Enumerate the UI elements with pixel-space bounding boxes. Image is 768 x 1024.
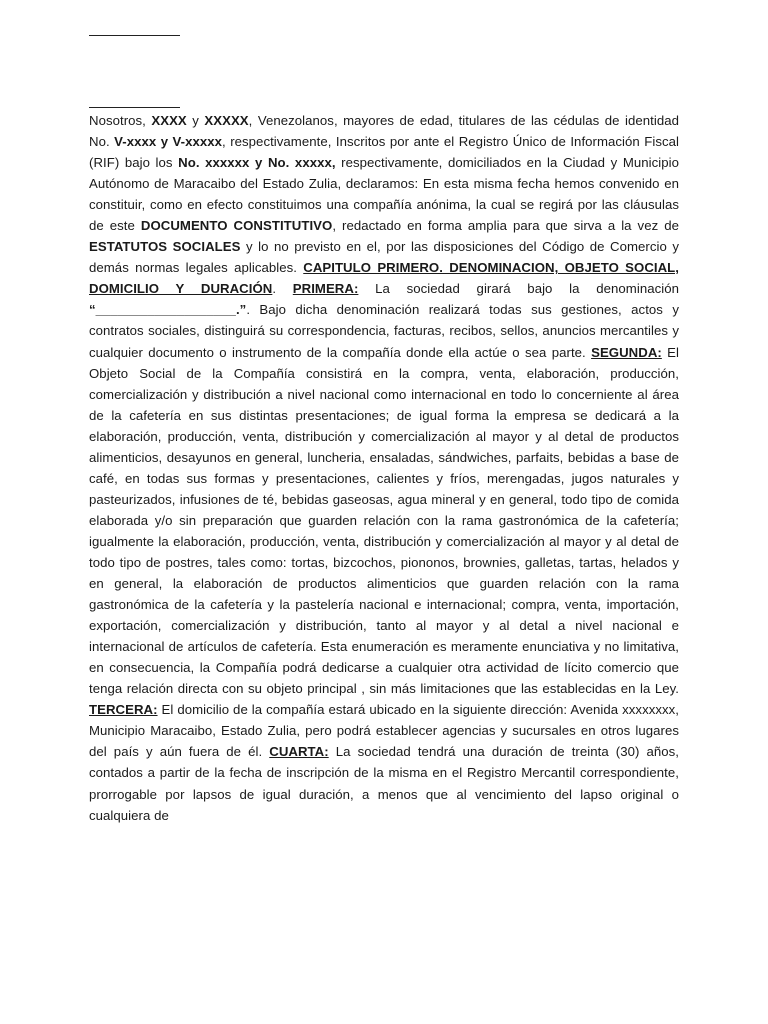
text-segment: El Objeto Social de la Compañía consistirá en la compra, venta, elaboración, producción, comercialización y distribución a nivel nacional como internacional en todo lo concerniente al área de la cafetería en sus distintas presentaciones; de igual forma la empresa se dedicará a la elaboración, producción, venta, distribución y comercialización al mayor y al detal de productos alimenticios, desayunos en general, luncheria, ensaladas, sándwiches, parfaits, bebidas a base de café, en todas sus formas y presentaciones, calientes y fríos, merengadas, jugos naturales y pasteurizados, infusiones de té, bebidas gaseosas, agua mineral y en general, todo tipo de comida elaborada y/o sin preparación que guarden relación con la rama gastronómica de la cafetería; igualmente la elaboración, producción, venta, distribución y comercialización al mayor y al detal de todo tipo de postres, tales como: tortas, bizcochos, piononos, brownies, galletas, tartas, helados y en general, la elaboración de productos alimenticios que guarden relación con la rama gastronómica de la cafetería y la pastelería nacional e internacional; compra, venta, importación, exportación, comercialización y distribución, tanto al mayor y al detal a nivel nacional e internacional de artículos de cafetería. Esta enumeración es meramente enunciativa y no limitativa, en consecuencia, la Compañía podrá dedicarse a cualquier otra actividad de lícito comercio que tenga relación directa con su objeto principal , sin más limitaciones que las establecidas en la Ley. xyxy=(89,344,679,697)
text-segment: SEGUNDA: xyxy=(591,344,662,360)
text-segment: ESTATUTOS SOCIALES xyxy=(89,239,241,255)
text-segment: y lo no previsto en el, por las disposiciones del Código de Comercio y demás normas legales aplicables. xyxy=(89,239,680,276)
text-segment: CAPITULO PRIMERO. DENOMINACION, OBJETO SOCIAL, DOMICILIO Y DURACIÓN xyxy=(89,260,679,297)
text-segment: PRIMERA: xyxy=(292,281,359,297)
text-segment: , Venezolanos, mayores de edad, titulares de las cédulas de identidad No. xyxy=(89,113,679,150)
text-segment: El domicilio de la compañía estará ubicado en la siguiente dirección: Avenida xxxxxxxx, Municipio Maracaibo, Estado Zulia, pero podrá establecer agencias y sucursales en otros lugares del país y aún fuera de él. xyxy=(89,702,679,760)
text-segment: La sociedad tendrá una duración de treinta (30) años, contados a partir de la fecha de inscripción de la misma en el Registro Mercantil correspondiente, prorrogable por lapsos de igual duración, a menos que al vencimiento del lapso original o cualquiera de xyxy=(89,744,679,823)
text-segment: XXXXX xyxy=(204,113,249,128)
text-segment: CUARTA: xyxy=(269,744,329,760)
document-body xyxy=(89,110,679,826)
text-segment: DOCUMENTO CONSTITUTIVO xyxy=(140,218,333,234)
text-segment: TERCERA: xyxy=(89,702,158,718)
text-segment: , respectivamente, Inscritos por ante el Registro Único de Información Fiscal (RIF) bajo los xyxy=(89,134,679,171)
text-segment: XXXX xyxy=(151,113,187,128)
text-segment: . xyxy=(272,281,293,297)
signature-rule xyxy=(89,107,180,108)
text-segment: No. xxxxxx y No. xxxxx, xyxy=(178,155,336,171)
text-segment: V-xxxx y V-xxxxx xyxy=(114,134,223,150)
text-segment: , redactado en forma amplia para que sirva a la vez de xyxy=(332,218,679,234)
text-segment: y xyxy=(186,113,205,128)
text-segment: respectivamente, domiciliados en la Ciudad y Municipio Autónomo de Maracaibo del Estado Zulia, declaramos: En esta misma fecha hemos convenido en constituir, como en efecto constituimos una compañía anónima, la cual se regirá por las cláusulas de este xyxy=(89,155,680,234)
text-segment: La sociedad girará bajo la denominación xyxy=(358,281,679,297)
text-segment: . Bajo dicha denominación realizará todas sus gestiones, actos y contratos sociales, distinguirá su correspondencia, facturas, recibos, sellos, anuncios mercantiles y cualquier documento o instrumento de la compañía donde ella actúe o sea parte. xyxy=(89,302,679,360)
header-rule xyxy=(89,35,180,36)
text-segment: “___________________.” xyxy=(89,302,247,318)
text-segment: Nosotros, xyxy=(89,113,152,128)
